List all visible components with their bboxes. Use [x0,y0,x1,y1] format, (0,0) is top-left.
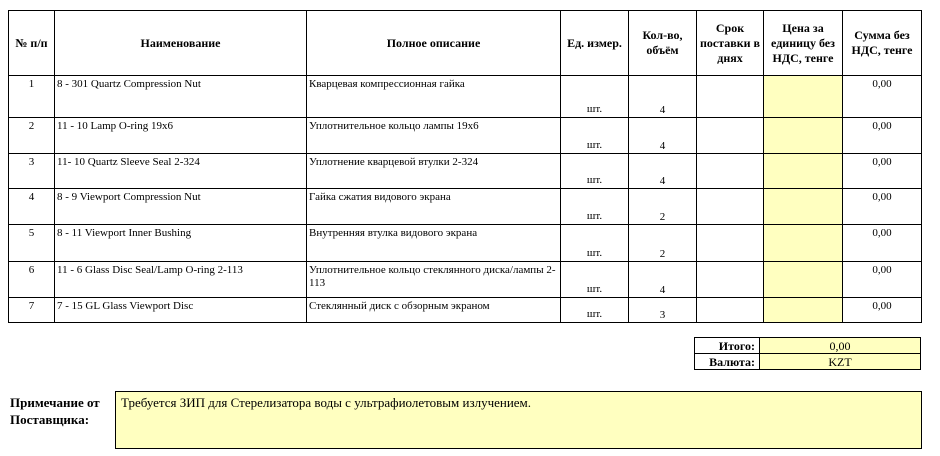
table-row [9,189,922,225]
row-unit [561,262,629,298]
row-unit-price-cell[interactable] [764,262,843,298]
total-row [695,338,921,354]
row-quantity-text: 4 [659,284,666,296]
row-name: 11 - 6 Glass Disc Seal/Lamp O-ring 2-113 [55,262,307,298]
row-delivery-days-cell[interactable] [697,298,764,323]
total-label: Итого: [695,338,760,354]
row-quantity [629,118,697,154]
table-row [9,118,922,154]
row-quantity [629,298,697,323]
row-unit-price-cell[interactable] [764,298,843,323]
row-quantity-text: 2 [659,211,666,223]
row-unit-text: шт. [586,283,603,295]
header-description: Полное описание [307,11,561,76]
row-description: Внутренняя втулка видового экрана [307,225,561,262]
items-table [8,10,922,323]
row-name: 11- 10 Quartz Sleeve Seal 2-324 [55,154,307,189]
row-description: Уплотнение кварцевой втулки 2-324 [307,154,561,189]
row-delivery-days-cell[interactable] [697,154,764,189]
row-delivery-days-cell[interactable] [697,262,764,298]
header-unit: Ед. измер. [561,11,629,76]
row-number: 3 [9,154,55,189]
row-unit-text: шт. [586,247,603,259]
row-name: 8 - 301 Quartz Compression Nut [55,76,307,118]
header-unit-price: Цена за единицу без НДС, тенге [764,11,843,76]
table-row [9,154,922,189]
row-description: Уплотнительное кольцо стеклянного диска/лампы 2-113 [307,262,561,298]
table-header-row [9,11,922,76]
row-sum: 0,00 [843,298,922,323]
header-sum: Сумма без НДС, тенге [843,11,922,76]
row-unit [561,118,629,154]
row-number: 5 [9,225,55,262]
row-quantity [629,189,697,225]
row-sum: 0,00 [843,262,922,298]
row-unit [561,76,629,118]
header-delivery-days: Срок поставки в днях [697,11,764,76]
row-name: 7 - 15 GL Glass Viewport Disc [55,298,307,323]
table-row [9,298,922,323]
row-description: Стеклянный диск с обзорным экраном [307,298,561,323]
row-unit [561,225,629,262]
supplier-note-label: Примечание от Поставщика: [10,395,100,427]
table-row [9,76,922,118]
table-row [9,225,922,262]
row-sum: 0,00 [843,189,922,225]
header-name: Наименование [55,11,307,76]
row-quantity-text: 4 [659,140,666,152]
row-quantity-text: 2 [659,248,666,260]
row-unit-price-cell[interactable] [764,118,843,154]
row-quantity [629,262,697,298]
header-quantity: Кол-во, объём [629,11,697,76]
row-number: 4 [9,189,55,225]
currency-row [695,354,921,370]
row-quantity [629,76,697,118]
row-quantity-text: 4 [659,104,666,116]
row-unit-text: шт. [586,103,603,115]
row-number: 2 [9,118,55,154]
row-unit-price-cell[interactable] [764,189,843,225]
row-description: Уплотнительное кольцо лампы 19x6 [307,118,561,154]
supplier-note-box[interactable]: Требуется ЗИП для Стерелизатора воды с ультрафиолетовым излучением. [115,391,922,449]
row-name: 8 - 9 Viewport Compression Nut [55,189,307,225]
row-delivery-days-cell[interactable] [697,189,764,225]
currency-label: Валюта: [695,354,760,370]
currency-value[interactable]: KZT [760,354,921,370]
table-row [9,262,922,298]
row-quantity [629,154,697,189]
row-unit-price-cell[interactable] [764,154,843,189]
row-delivery-days-cell[interactable] [697,225,764,262]
row-unit-text: шт. [586,174,603,186]
row-sum: 0,00 [843,154,922,189]
row-name: 11 - 10 Lamp O-ring 19x6 [55,118,307,154]
row-unit-text: шт. [586,139,603,151]
row-unit-price-cell[interactable] [764,225,843,262]
row-number: 6 [9,262,55,298]
row-delivery-days-cell[interactable] [697,118,764,154]
row-description: Гайка сжатия видового экрана [307,189,561,225]
row-unit [561,154,629,189]
row-unit-text: шт. [586,210,603,222]
row-description: Кварцевая компрессионная гайка [307,76,561,118]
row-unit-text: шт. [586,308,603,320]
row-number: 1 [9,76,55,118]
row-unit [561,298,629,323]
row-sum: 0,00 [843,225,922,262]
row-quantity-text: 3 [659,309,666,321]
row-sum: 0,00 [843,76,922,118]
row-delivery-days-cell[interactable] [697,76,764,118]
row-name: 8 - 11 Viewport Inner Bushing [55,225,307,262]
row-quantity [629,225,697,262]
total-value: 0,00 [760,338,921,354]
row-sum: 0,00 [843,118,922,154]
totals-table [694,337,921,370]
row-unit-price-cell[interactable] [764,76,843,118]
header-number: № п/п [9,11,55,76]
row-number: 7 [9,298,55,323]
row-quantity-text: 4 [659,175,666,187]
row-unit [561,189,629,225]
